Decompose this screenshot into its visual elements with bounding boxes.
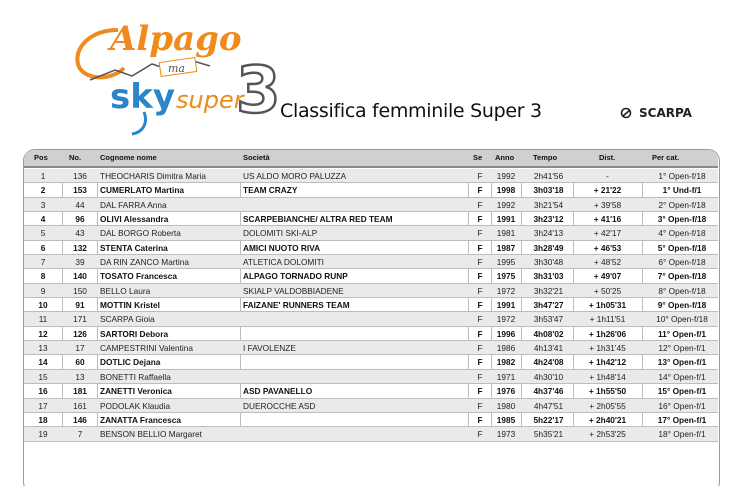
cell-pos: 9 bbox=[40, 285, 46, 296]
cell-dist: - bbox=[606, 171, 609, 181]
table-row bbox=[24, 312, 718, 326]
cell-pos: 1 bbox=[40, 171, 46, 181]
cell-tempo: 3h21'54 bbox=[533, 199, 564, 210]
cell-dist: + 48'52 bbox=[593, 257, 622, 268]
cell-sex: F bbox=[477, 257, 483, 268]
header-name: Cognome nome bbox=[100, 153, 157, 162]
cell-anno: 1971 bbox=[496, 371, 516, 382]
cell-sex: F bbox=[477, 185, 483, 196]
cell-tempo: 3h03'18 bbox=[533, 185, 564, 196]
cell-name: TOSATO Francesca bbox=[100, 271, 178, 282]
cell-bib: 171 bbox=[73, 314, 87, 325]
cell-pos: 2 bbox=[40, 185, 46, 196]
cell-pos: 18 bbox=[38, 414, 48, 425]
cell-anno: 1981 bbox=[496, 228, 516, 239]
cell-anno: 1980 bbox=[496, 400, 516, 411]
cell-tempo: 4h08'02 bbox=[533, 328, 564, 339]
cell-sex: F bbox=[477, 271, 483, 282]
scarpa-brand bbox=[620, 106, 692, 120]
cell-dist: + 42'17 bbox=[593, 228, 622, 239]
cell-sex: F bbox=[477, 171, 483, 181]
cell-name: ZANETTI Veronica bbox=[100, 386, 172, 397]
cell-bib: 91 bbox=[75, 300, 85, 311]
cell-sex: F bbox=[477, 242, 483, 253]
cell-cat: 18° Open-f/1 bbox=[658, 429, 706, 440]
cell-sex: F bbox=[477, 228, 483, 239]
cell-anno: 1972 bbox=[496, 285, 516, 296]
cell-tempo: 4h30'10 bbox=[533, 371, 564, 382]
cell-name: SCARPA Gioia bbox=[100, 314, 155, 325]
cell-cat: 2° Open-f/18 bbox=[658, 199, 706, 210]
header-societa: Società bbox=[243, 153, 270, 162]
cell-dist: + 50'25 bbox=[593, 285, 622, 296]
cell-pos: 5 bbox=[40, 228, 46, 239]
cell-cat: 12° Open-f/1 bbox=[658, 343, 706, 354]
cell-name: ZANATTA Francesca bbox=[100, 414, 181, 425]
cell-cat: 10° Open-f/18 bbox=[656, 314, 708, 325]
cell-sex: F bbox=[477, 386, 483, 397]
header-sex: Se bbox=[473, 153, 483, 162]
cell-dist: + 2h53'25 bbox=[589, 429, 626, 440]
table-row bbox=[24, 341, 718, 355]
alpago-skysuper-logo bbox=[60, 8, 290, 140]
cell-pos: 10 bbox=[38, 300, 48, 311]
header-tempo: Tempo bbox=[533, 153, 558, 162]
cell-pos: 13 bbox=[38, 343, 48, 354]
cell-anno: 1975 bbox=[496, 271, 516, 282]
cell-pos: 3 bbox=[40, 199, 46, 210]
page-title: Classifica femminile Super 3 bbox=[280, 100, 542, 122]
cell-anno: 1996 bbox=[496, 328, 516, 339]
cell-anno: 1992 bbox=[496, 199, 516, 210]
cell-pos: 14 bbox=[38, 357, 48, 368]
cell-bib: 146 bbox=[73, 414, 87, 425]
cell-anno: 1986 bbox=[496, 343, 516, 354]
table-row bbox=[24, 269, 718, 283]
table-row bbox=[24, 427, 718, 441]
cell-anno: 1991 bbox=[496, 300, 516, 311]
cell-bib: 60 bbox=[75, 357, 85, 368]
table-row bbox=[24, 241, 718, 255]
cell-pos: 12 bbox=[38, 328, 48, 339]
cell-bib: 39 bbox=[75, 257, 85, 268]
cell-bib: 7 bbox=[77, 429, 83, 440]
cell-tempo: 3h53'47 bbox=[533, 314, 564, 325]
logo-word-alpago: Alpago bbox=[110, 19, 242, 59]
logo-artwork bbox=[60, 8, 290, 140]
table-body bbox=[24, 169, 718, 442]
cell-sex: F bbox=[477, 214, 483, 225]
cell-name: DA RIN ZANCO Martina bbox=[100, 257, 189, 268]
cell-dist: + 39'58 bbox=[593, 199, 622, 210]
table-row bbox=[24, 384, 718, 398]
cell-anno: 1987 bbox=[496, 242, 516, 253]
cell-name: MOTTIN Kristel bbox=[100, 300, 160, 311]
cell-tempo: 2h41'56 bbox=[533, 171, 564, 181]
cell-sex: F bbox=[477, 400, 483, 411]
cell-pos: 19 bbox=[38, 429, 48, 440]
table-row bbox=[24, 255, 718, 269]
cell-anno: 1985 bbox=[496, 414, 516, 425]
cell-societa: SKIALP VALDOBBIADENE bbox=[243, 285, 344, 296]
cell-bib: 161 bbox=[73, 400, 87, 411]
results-table-panel bbox=[23, 149, 720, 486]
cell-tempo: 3h47'27 bbox=[533, 300, 564, 311]
cell-cat: 1° Open-f/18 bbox=[658, 171, 706, 181]
cell-bib: 96 bbox=[75, 214, 85, 225]
cell-name: DAL BORGO Roberta bbox=[100, 228, 181, 239]
table-row bbox=[24, 298, 718, 312]
cell-dist: + 1h31'45 bbox=[589, 343, 626, 354]
cell-bib: 132 bbox=[73, 242, 87, 253]
table-row bbox=[24, 169, 718, 183]
cell-sex: F bbox=[477, 300, 483, 311]
cell-bib: 136 bbox=[73, 171, 87, 181]
cell-tempo: 3h31'03 bbox=[533, 271, 564, 282]
cell-name: CUMERLATO Martina bbox=[100, 185, 185, 196]
cell-societa: ATLETICA DOLOMITI bbox=[243, 257, 324, 268]
cell-cat: 4° Open-f/18 bbox=[658, 228, 706, 239]
cell-sex: F bbox=[477, 371, 483, 382]
cell-dist: + 1h48'14 bbox=[589, 371, 626, 382]
cell-bib: 126 bbox=[73, 328, 87, 339]
cell-name: BELLO Laura bbox=[100, 285, 151, 296]
cell-cat: 7° Open-f/18 bbox=[657, 271, 707, 282]
cell-anno: 1973 bbox=[496, 429, 516, 440]
cell-dist: + 46'53 bbox=[593, 242, 622, 253]
cell-dist: + 1h05'31 bbox=[588, 300, 627, 311]
cell-dist: + 2h40'21 bbox=[588, 414, 627, 425]
cell-bib: 17 bbox=[75, 343, 85, 354]
cell-tempo: 4h37'46 bbox=[533, 386, 564, 397]
cell-tempo: 5h35'21 bbox=[533, 429, 564, 440]
table-row bbox=[24, 327, 718, 341]
table-row bbox=[24, 413, 718, 427]
cell-anno: 1998 bbox=[496, 185, 516, 196]
logo-word-sky: sky bbox=[110, 77, 176, 117]
table-row bbox=[24, 198, 718, 212]
table-row bbox=[24, 212, 718, 226]
cell-cat: 16° Open-f/1 bbox=[658, 400, 706, 411]
cell-societa: SCARPEBIANCHE/ ALTRA RED TEAM bbox=[243, 214, 393, 225]
cell-anno: 1995 bbox=[496, 257, 516, 268]
cell-anno: 1972 bbox=[496, 314, 516, 325]
cell-name: SARTORI Debora bbox=[100, 328, 169, 339]
cell-pos: 8 bbox=[40, 271, 46, 282]
cell-tempo: 4h47'51 bbox=[533, 400, 564, 411]
cell-bib: 43 bbox=[75, 228, 85, 239]
cell-societa: DOLOMITI SKI-ALP bbox=[243, 228, 318, 239]
header-no: No. bbox=[69, 153, 82, 162]
cell-societa: US ALDO MORO PALUZZA bbox=[243, 171, 347, 181]
cell-name: PODOLAK Klaudia bbox=[100, 400, 171, 411]
cell-cat: 15° Open-f/1 bbox=[657, 386, 707, 397]
cell-dist: + 1h11'51 bbox=[589, 314, 626, 325]
cell-bib: 44 bbox=[75, 199, 85, 210]
cell-dist: + 49'07 bbox=[593, 271, 622, 282]
cell-anno: 1992 bbox=[496, 171, 516, 181]
cell-cat: 17° Open-f/1 bbox=[657, 414, 707, 425]
cell-bib: 181 bbox=[73, 386, 87, 397]
cell-cat: 8° Open-f/18 bbox=[658, 285, 706, 296]
cell-cat: 13° Open-f/1 bbox=[657, 357, 707, 368]
cell-cat: 9° Open-f/18 bbox=[657, 300, 707, 311]
header-cat: Per cat. bbox=[652, 153, 680, 162]
cell-tempo: 4h24'08 bbox=[533, 357, 564, 368]
cell-tempo: 3h24'13 bbox=[533, 228, 564, 239]
cell-societa: FAIZANE' RUNNERS TEAM bbox=[243, 300, 350, 311]
cell-pos: 15 bbox=[38, 371, 48, 382]
header-dist: Dist. bbox=[599, 153, 616, 162]
cell-pos: 17 bbox=[38, 400, 48, 411]
cell-tempo: 3h28'49 bbox=[533, 242, 564, 253]
cell-societa: ALPAGO TORNADO RUNP bbox=[243, 271, 348, 282]
cell-pos: 7 bbox=[40, 257, 46, 268]
header-anno: Anno bbox=[495, 153, 515, 162]
header-pos: Pos bbox=[34, 153, 48, 162]
cell-sex: F bbox=[477, 314, 483, 325]
cell-name: DOTLIC Dejana bbox=[100, 357, 161, 368]
cell-tempo: 4h13'41 bbox=[533, 343, 564, 354]
cell-tempo: 3h23'12 bbox=[533, 214, 564, 225]
cell-name: STENTA Caterina bbox=[100, 242, 168, 253]
cell-dist: + 2h05'55 bbox=[589, 400, 626, 411]
scarpa-name: SCARPA bbox=[639, 106, 692, 120]
cell-cat: 5° Open-f/18 bbox=[657, 242, 707, 253]
cell-sex: F bbox=[477, 328, 483, 339]
cell-dist: + 41'16 bbox=[593, 214, 622, 225]
cell-tempo: 5h22'17 bbox=[533, 414, 564, 425]
cell-sex: F bbox=[477, 285, 483, 296]
cell-anno: 1982 bbox=[496, 357, 516, 368]
cell-societa: I FAVOLENZE bbox=[243, 343, 296, 354]
cell-bib: 140 bbox=[73, 271, 87, 282]
cell-cat: 6° Open-f/18 bbox=[658, 257, 706, 268]
cell-cat: 1° Und-f/1 bbox=[662, 185, 702, 196]
cell-dist: + 1h42'12 bbox=[588, 357, 627, 368]
cell-cat: 14° Open-f/1 bbox=[658, 371, 706, 382]
cell-anno: 1976 bbox=[496, 386, 516, 397]
cell-pos: 4 bbox=[40, 214, 46, 225]
table-row bbox=[24, 355, 718, 369]
cell-name: BONETTI Raffaella bbox=[100, 371, 171, 382]
table-row bbox=[24, 284, 718, 298]
cell-name: DAL FARRA Anna bbox=[100, 199, 167, 210]
cell-name: BENSON BELLIO Margaret bbox=[100, 429, 202, 440]
cell-dist: + 21'22 bbox=[593, 185, 622, 196]
logo-ribbon-text: ma bbox=[168, 62, 185, 75]
cell-pos: 11 bbox=[38, 314, 48, 325]
table-header bbox=[24, 150, 718, 168]
scarpa-logo-icon bbox=[620, 107, 636, 119]
cell-cat: 11° Open-f/1 bbox=[657, 328, 707, 339]
cell-sex: F bbox=[477, 414, 483, 425]
cell-societa: TEAM CRAZY bbox=[243, 185, 298, 196]
logo-number: 3 bbox=[236, 54, 281, 128]
cell-name: THEOCHARIS Dimitra Maria bbox=[100, 171, 207, 181]
cell-dist: + 1h26'06 bbox=[588, 328, 627, 339]
cell-dist: + 1h55'50 bbox=[588, 386, 627, 397]
cell-name: OLIVI Alessandra bbox=[100, 214, 169, 225]
cell-societa: ASD PAVANELLO bbox=[243, 386, 313, 397]
cell-bib: 153 bbox=[73, 185, 87, 196]
cell-name: CAMPESTRINI Valentina bbox=[100, 343, 193, 354]
cell-sex: F bbox=[477, 357, 483, 368]
table-row bbox=[24, 226, 718, 240]
table-row bbox=[24, 183, 718, 197]
cell-societa: DUEROCCHE ASD bbox=[243, 400, 316, 411]
cell-tempo: 3h32'21 bbox=[533, 285, 564, 296]
cell-sex: F bbox=[477, 199, 483, 210]
cell-bib: 13 bbox=[75, 371, 85, 382]
table-row bbox=[24, 370, 718, 384]
cell-pos: 6 bbox=[40, 242, 46, 253]
table-row bbox=[24, 399, 718, 413]
cell-sex: F bbox=[477, 343, 483, 354]
cell-pos: 16 bbox=[38, 386, 48, 397]
cell-anno: 1991 bbox=[496, 214, 516, 225]
cell-sex: F bbox=[477, 429, 483, 440]
cell-societa: AMICI NUOTO RIVA bbox=[243, 242, 321, 253]
cell-tempo: 3h30'48 bbox=[533, 257, 564, 268]
cell-bib: 150 bbox=[73, 285, 87, 296]
cell-cat: 3° Open-f/18 bbox=[657, 214, 707, 225]
logo-word-super: super bbox=[176, 86, 244, 114]
